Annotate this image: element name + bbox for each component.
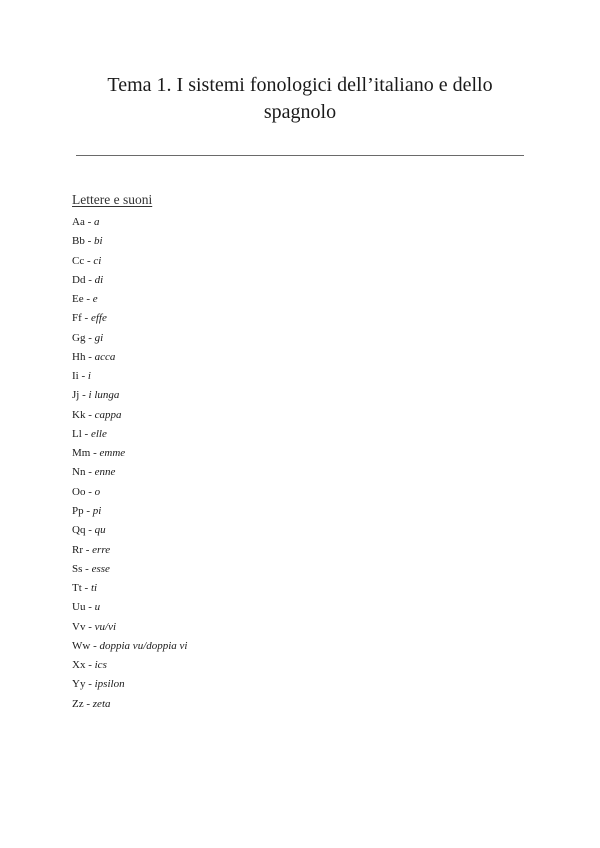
alphabet-list-item <box>72 598 188 617</box>
alphabet-list-item <box>72 483 188 502</box>
letter-separator: - <box>83 504 93 517</box>
letter-pair: Tt <box>72 582 82 595</box>
letter-name: pi <box>92 504 102 517</box>
letter-separator: - <box>82 562 92 575</box>
letter-name: erre <box>92 543 111 556</box>
alphabet-list-item <box>72 560 188 579</box>
letter-separator: - <box>84 235 95 248</box>
letter-pair: Pp <box>72 504 84 517</box>
letter-name: acca <box>94 350 116 363</box>
letter-separator: - <box>85 331 95 344</box>
letter-separator: - <box>85 659 95 672</box>
letter-separator: - <box>85 466 95 479</box>
letter-separator: - <box>85 678 95 691</box>
letter-name: emme <box>99 447 126 460</box>
letter-name: gi <box>94 331 104 344</box>
letter-separator: - <box>85 620 95 633</box>
letter-name: elle <box>90 427 107 440</box>
alphabet-list-item <box>72 290 188 309</box>
letter-name: esse <box>91 562 110 575</box>
letter-name: qu <box>94 524 106 537</box>
letter-separator: - <box>79 389 89 402</box>
letter-name: e <box>92 293 98 306</box>
letter-pair: Ll <box>72 427 82 440</box>
alphabet-list-item <box>72 579 188 598</box>
alphabet-list-item <box>72 656 188 675</box>
letter-name: i lunga <box>88 389 120 402</box>
letter-separator: - <box>81 312 91 325</box>
alphabet-list-item <box>72 502 188 521</box>
letter-pair: Rr <box>72 543 83 556</box>
letter-name: o <box>94 485 101 498</box>
letter-pair: Zz <box>72 697 84 710</box>
letter-name: ci <box>93 254 102 267</box>
document-title: Tema 1. I sistemi fonologici dell’italiano e dello spagnolo <box>107 74 493 123</box>
section-heading: Lettere e suoni <box>72 192 153 207</box>
letter-pair: Oo <box>72 485 86 498</box>
letter-separator: - <box>84 216 94 228</box>
letter-name: u <box>94 601 101 614</box>
letter-separator: - <box>90 639 100 652</box>
letter-pair: Aa <box>72 216 85 228</box>
letter-pair: Gg <box>72 331 86 344</box>
letter-separator: - <box>81 582 91 595</box>
letter-pair: Ww <box>72 639 91 652</box>
alphabet-list-item <box>72 675 188 694</box>
letter-separator: - <box>83 697 93 710</box>
alphabet-list-item <box>72 425 188 444</box>
letter-pair: Hh <box>72 350 86 363</box>
letter-name: effe <box>90 312 107 325</box>
letter-name: i <box>87 370 91 383</box>
letter-separator: - <box>85 601 95 614</box>
letter-separator: - <box>84 254 94 267</box>
letter-name: ti <box>90 582 98 595</box>
alphabet-list-item <box>72 386 188 405</box>
letter-pair: Bb <box>72 235 85 248</box>
letter-separator: - <box>85 524 95 537</box>
letter-name: ipsilon <box>94 678 125 691</box>
alphabet-list-item <box>72 271 188 290</box>
alphabet-list-item <box>72 618 188 637</box>
letter-name: doppia vu/doppia vi <box>99 639 188 652</box>
letter-name: ics <box>94 659 107 672</box>
letter-pair: Ii <box>72 370 79 383</box>
letter-pair: Qq <box>72 524 86 537</box>
letter-pair: Cc <box>72 254 85 267</box>
letter-pair: Jj <box>72 389 80 402</box>
letter-name: di <box>94 273 104 286</box>
alphabet-list-item <box>72 406 188 425</box>
letter-separator: - <box>85 408 95 421</box>
letter-pair: Ss <box>72 562 83 575</box>
letter-pair: Kk <box>72 408 86 421</box>
letter-pair: Vv <box>72 620 86 633</box>
alphabet-list-item <box>72 521 188 540</box>
alphabet-list-item <box>72 637 188 656</box>
alphabet-list-item <box>72 444 188 463</box>
alphabet-list-item <box>72 213 188 232</box>
alphabet-list-item <box>72 541 188 560</box>
letter-separator: - <box>83 293 93 306</box>
letter-separator: - <box>85 273 95 286</box>
letter-separator: - <box>90 447 100 460</box>
alphabet-list-item <box>72 367 188 386</box>
letter-separator: - <box>78 370 88 383</box>
letter-name: vu/vi <box>94 620 117 633</box>
alphabet-list-item <box>72 252 188 271</box>
letter-separator: - <box>85 350 95 363</box>
alphabet-list <box>72 213 188 714</box>
letter-pair: Uu <box>72 601 86 614</box>
letter-separator: - <box>85 485 95 498</box>
letter-name: enne <box>94 466 116 479</box>
letter-name: bi <box>94 235 103 248</box>
letter-name: zeta <box>92 697 111 710</box>
letter-pair: Dd <box>72 273 86 286</box>
letter-pair: Ee <box>72 293 84 306</box>
alphabet-list-item <box>72 348 188 367</box>
horizontal-rule <box>76 155 524 156</box>
alphabet-list-item <box>72 463 188 482</box>
letter-pair: Xx <box>72 659 86 672</box>
alphabet-list-item <box>72 309 188 328</box>
alphabet-list-item <box>72 695 188 714</box>
letter-separator: - <box>81 427 91 440</box>
letter-name: a <box>94 216 100 228</box>
letter-pair: Nn <box>72 466 86 479</box>
alphabet-list-item <box>72 232 188 251</box>
letter-pair: Mm <box>72 447 91 460</box>
letter-name: cappa <box>94 408 122 421</box>
letter-separator: - <box>83 543 93 556</box>
letter-pair: Ff <box>72 312 82 325</box>
letter-pair: Yy <box>72 678 86 691</box>
alphabet-list-item <box>72 329 188 348</box>
